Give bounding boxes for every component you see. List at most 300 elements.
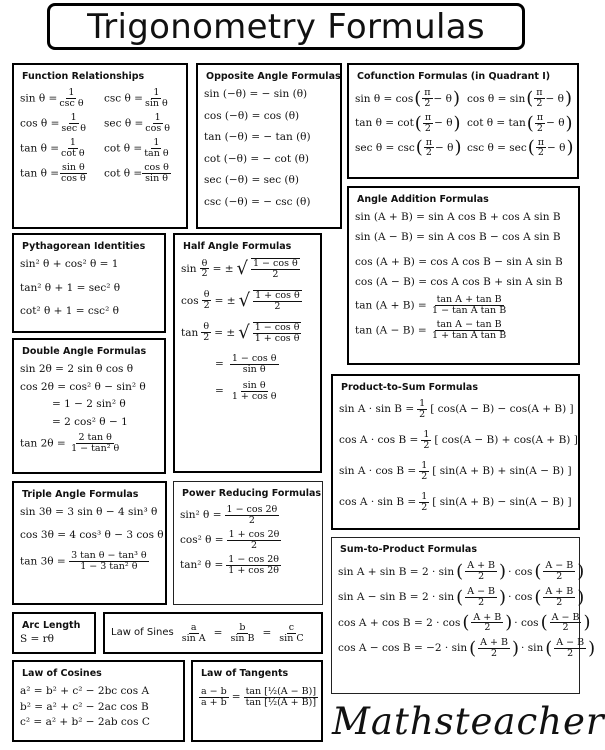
- half-angle-sin: [181, 258, 314, 280]
- half-cos-sqrt-icon: √: [238, 290, 251, 312]
- fr-lhs-4: tan θ =: [20, 142, 60, 155]
- half-tan2-fraction: [230, 354, 279, 375]
- stp-b-1-num: A + B: [545, 585, 574, 597]
- cf-lhs-5: csc θ = sec: [467, 141, 527, 154]
- half-tan2-eq: =: [215, 357, 224, 370]
- function-relationships-box: [12, 63, 188, 229]
- cf-minus-5: − θ: [547, 141, 566, 154]
- half-cos-theta-den: 2: [203, 300, 210, 312]
- half-tan3-fraction: [230, 381, 279, 402]
- pts-half-0-den: 2: [419, 408, 426, 420]
- cofunction-item: [355, 113, 467, 135]
- stp-c2-0: ): [577, 561, 585, 582]
- half-tan-root-num: 1 − cos θ: [254, 321, 300, 333]
- angle-addition-title: Angle Addition Formulas: [357, 194, 489, 205]
- tangents-den-right: tan [½(A + B)]: [245, 696, 317, 708]
- cf-pi-3-den: 2: [536, 122, 543, 134]
- half-cos-sign: = ±: [214, 294, 236, 307]
- stp-lhs-3: cos A − cos B = −2 · sin: [338, 642, 468, 655]
- tan-double-num: 2 tan θ: [78, 432, 112, 444]
- stp-o1-0: (: [456, 561, 464, 582]
- pr-1-den: 2: [250, 539, 257, 551]
- fr-7-fraction: [142, 163, 171, 184]
- cf-pi-0-fraction: [422, 88, 432, 109]
- half-cos-lhs: cos: [181, 294, 199, 307]
- half-angle-tan: [181, 322, 314, 344]
- tangents-frac-right: [244, 687, 319, 708]
- cf-pi-1-den: 2: [536, 98, 543, 110]
- double-angle-line: cos 2θ = cos² θ − sin² θ: [20, 380, 146, 393]
- pts-rhs-1: [ cos(A − B) + cos(A + B) ]: [434, 434, 578, 447]
- half-cos-root-fraction: [253, 290, 302, 312]
- function-relationships-grid: [20, 88, 180, 184]
- stp-a-3-fraction: [478, 638, 510, 659]
- fr-item: [104, 163, 188, 184]
- half-cos-root-den: 2: [274, 300, 281, 312]
- tan-triple-lhs: tan 3θ =: [20, 555, 66, 568]
- pts-half-3-den: 2: [421, 501, 428, 513]
- fr-1-num: 1: [153, 87, 160, 98]
- half-tan-sign: = ±: [214, 326, 236, 339]
- stp-a-0-num: A + B: [467, 560, 496, 572]
- pr-1-num: 1 + cos 2θ: [228, 528, 280, 540]
- law-of-cosines-line: b² = a² + c² − 2ac cos B: [20, 700, 149, 713]
- power-reducing-box: [173, 481, 323, 605]
- half-sin-sign: = ±: [212, 262, 234, 275]
- product-to-sum-item: [339, 399, 572, 420]
- pr-lhs-1: cos² θ =: [180, 534, 224, 547]
- triple-angle-line: sin 3θ = 3 sin θ − 4 sin³ θ: [20, 506, 158, 518]
- pts-half-3-fraction: [419, 492, 429, 513]
- fr-lhs-7: cot θ =: [104, 167, 143, 180]
- law-of-cosines-title: Law of Cosines: [22, 668, 102, 679]
- pts-half-1-num: 1: [423, 428, 430, 440]
- stp-fn2-0: · cos: [508, 565, 533, 578]
- stp-c1-2: ): [505, 612, 513, 634]
- product-to-sum-title: Product-to-Sum Formulas: [341, 382, 478, 393]
- cf-open-0: (: [414, 88, 422, 109]
- pythagorean-item: tan² θ + 1 = sec² θ: [20, 281, 121, 294]
- product-to-sum-item: [339, 428, 578, 451]
- cf-open-2: (: [414, 112, 422, 134]
- stp-c1-0: ): [499, 561, 507, 582]
- tan-diff-fraction: [430, 320, 508, 341]
- tan-sum-num: tan A + tan B: [436, 294, 502, 306]
- fr-item: [20, 113, 104, 134]
- stp-a-1-den: 2: [478, 596, 485, 608]
- cf-pi-2-fraction: [423, 113, 433, 134]
- pts-rhs-3: [ sin(A + B) − sin(A − B) ]: [432, 495, 572, 508]
- triple-angle-lines: [20, 506, 164, 541]
- arc-length-title: Arc Length: [22, 620, 81, 631]
- cf-lhs-3: cot θ = tan: [467, 117, 526, 130]
- sum-to-product-item: [338, 611, 591, 634]
- pts-half-1-fraction: [421, 430, 431, 451]
- cf-open-1: (: [526, 88, 534, 109]
- opposite-angle-item: tan (−θ) = − tan (θ): [204, 131, 311, 144]
- pts-half-3-num: 1: [421, 490, 428, 502]
- cf-minus-3: − θ: [546, 117, 565, 130]
- fr-lhs-0: sin θ =: [20, 92, 58, 105]
- tangents-num-right: tan [½(A − B)]: [245, 686, 317, 697]
- half-cos-theta-num: θ: [203, 289, 210, 301]
- sum-to-product-list: [338, 560, 596, 660]
- product-to-sum-item: [339, 492, 572, 513]
- half-tan2-den: sin θ: [242, 363, 266, 375]
- cf-minus-4: − θ: [435, 141, 454, 154]
- law-of-tangents-box: [191, 660, 323, 742]
- cf-pi-1-fraction: [534, 88, 544, 109]
- cf-pi-5-fraction: [536, 138, 546, 159]
- pts-lhs-1: cos A · cos B =: [339, 434, 419, 447]
- power-reducing-item: [180, 530, 316, 551]
- half-tan3-den: 1 + cos θ: [231, 390, 277, 402]
- pr-2-fraction: [226, 555, 281, 576]
- fr-6-den: cos θ: [61, 172, 86, 184]
- stp-o1-3: (: [469, 637, 477, 659]
- stp-o2-2: (: [540, 612, 548, 634]
- tan-diff-num: tan A − tan B: [436, 319, 502, 331]
- law-of-tangents-formula: [199, 687, 315, 708]
- half-angle-box: [173, 233, 322, 473]
- cf-open-3: (: [526, 112, 534, 134]
- pythagorean-list: [20, 258, 158, 318]
- function-relationships-title: Function Relationships: [22, 71, 145, 82]
- cofunction-box: [347, 63, 579, 179]
- stp-fn2-3: · sin: [521, 642, 544, 655]
- product-to-sum-list: [339, 398, 578, 513]
- pts-half-1-den: 2: [423, 439, 430, 451]
- stp-o2-3: (: [545, 637, 553, 659]
- cf-open-4: (: [415, 137, 423, 159]
- stp-b-1-den: 2: [556, 596, 563, 608]
- fr-4-num: 1: [69, 136, 76, 148]
- tan-triple-den: 1 − 3 tan² θ: [80, 561, 138, 573]
- stp-a-3-den: 2: [491, 648, 498, 660]
- fr-2-fraction: [59, 113, 88, 134]
- tan-double-fraction: [69, 433, 121, 454]
- law-of-cosines-box: [12, 660, 185, 742]
- pr-1-fraction: [227, 530, 282, 551]
- power-reducing-item: [180, 505, 316, 526]
- stp-fn2-2: · cos: [514, 616, 539, 629]
- fr-item: [104, 138, 188, 159]
- pr-0-den: 2: [248, 514, 255, 526]
- stp-a-2-fraction: [471, 613, 503, 634]
- half-tan-root-den: 1 + cos θ: [254, 332, 300, 344]
- half-tan-theta-den: 2: [203, 332, 210, 344]
- tan-sum-lhs: tan (A + B) =: [355, 299, 427, 312]
- double-angle-title: Double Angle Formulas: [22, 346, 147, 357]
- half-angle-title: Half Angle Formulas: [183, 241, 292, 252]
- law-of-sines-box: [103, 612, 323, 654]
- cf-pi-0-den: 2: [424, 98, 431, 110]
- stp-c1-1: ): [499, 586, 507, 608]
- stp-lhs-0: sin A + sin B = 2 · sin: [338, 565, 455, 578]
- fr-1-den: sin θ: [144, 97, 168, 109]
- fr-item: [104, 88, 188, 109]
- stp-a-2-num: A + B: [473, 611, 502, 623]
- cofunction-item: [467, 88, 579, 110]
- sines-c: c: [288, 621, 295, 633]
- stp-a-1-num: A − B: [467, 585, 496, 597]
- half-tan-theta-fraction: [201, 322, 211, 343]
- cf-pi-1-num: π: [536, 87, 543, 99]
- pts-half-0-num: 1: [419, 398, 426, 409]
- tangents-den-left: a + b: [201, 696, 227, 708]
- fr-3-den: cos θ: [145, 122, 170, 134]
- stp-b-0-num: A − B: [545, 560, 574, 572]
- tan-diff-formula: [355, 320, 572, 341]
- triple-angle-box: [12, 481, 167, 605]
- cf-lhs-1: cos θ = sin: [467, 92, 526, 105]
- cofunction-item: [355, 137, 467, 159]
- stp-o1-2: (: [462, 612, 470, 634]
- fr-5-num: 1: [153, 136, 160, 148]
- opposite-angle-item: csc (−θ) = − csc (θ): [204, 195, 311, 208]
- half-sin-lhs: sin: [181, 262, 197, 275]
- opposite-angle-item: cos (−θ) = cos (θ): [204, 109, 300, 122]
- cf-pi-5-den: 2: [537, 147, 544, 159]
- fr-4-fraction: [59, 138, 87, 159]
- fr-5-fraction: [142, 138, 170, 159]
- tan-double-den: 1 − tan² θ: [71, 443, 120, 455]
- cf-close-0: ): [452, 88, 461, 109]
- pythagorean-item: cot² θ + 1 = csc² θ: [20, 305, 119, 318]
- half-angle-cos: [181, 290, 314, 312]
- pts-half-0-fraction: [417, 399, 427, 420]
- stp-b-2-fraction: [550, 613, 582, 634]
- stp-b-1-fraction: [543, 587, 575, 608]
- stp-b-0-fraction: [543, 561, 575, 582]
- half-sin-root-den: 2: [272, 268, 279, 280]
- double-angle-line: sin 2θ = 2 sin θ cos θ: [20, 363, 134, 375]
- pts-half-2-fraction: [419, 461, 429, 482]
- law-of-cosines-lines: [20, 685, 177, 729]
- cf-pi-4-num: π: [425, 136, 433, 148]
- fr-0-den: csc θ: [59, 97, 84, 109]
- sines-eq-1: =: [213, 626, 223, 639]
- cf-lhs-4: sec θ = csc: [355, 141, 415, 154]
- double-angle-line: = 1 − 2 sin² θ: [52, 398, 126, 411]
- half-tan-sqrt-icon: √: [238, 322, 250, 344]
- cf-minus-0: − θ: [433, 92, 452, 105]
- half-angle-formulas: [181, 258, 314, 402]
- pr-0-fraction: [225, 505, 280, 526]
- half-tan-root-fraction: [253, 322, 302, 344]
- pythagorean-title: Pythagorean Identities: [22, 241, 146, 252]
- stp-a-1-fraction: [465, 587, 497, 608]
- opposite-angle-box: [196, 63, 342, 229]
- fr-5-den: tan θ: [144, 147, 169, 159]
- pts-lhs-0: sin A · sin B =: [339, 403, 415, 416]
- half-cos-root-num: 1 + cos θ: [255, 289, 300, 301]
- stp-c2-2: ): [583, 612, 591, 634]
- stp-o2-0: (: [534, 561, 542, 582]
- fr-2-den: sec θ: [61, 122, 86, 134]
- opposite-angle-item: cot (−θ) = − cot (θ): [204, 152, 309, 165]
- pr-2-den: 1 + cos 2θ: [228, 564, 279, 576]
- angle-addition-line: sin (A + B) = sin A cos B + cos A sin B: [355, 211, 561, 223]
- angle-addition-line: cos (A − B) = cos A cos B + sin A sin B: [355, 275, 563, 288]
- cofunction-title: Cofunction Formulas (in Quadrant I): [357, 71, 551, 82]
- power-reducing-list: [180, 505, 316, 576]
- fr-1-fraction: [143, 88, 170, 109]
- cofunction-item: [467, 113, 579, 135]
- cf-close-1: ): [564, 88, 573, 109]
- half-angle-tan3: [215, 381, 314, 402]
- tan-sum-formula: [355, 295, 572, 316]
- tan-triple-num: 3 tan θ − tan³ θ: [71, 550, 147, 562]
- stp-lhs-1: sin A − sin B = 2 · sin: [338, 591, 455, 604]
- law-of-cosines-line: a² = b² + c² − 2bc cos A: [20, 685, 150, 697]
- cf-pi-4-den: 2: [425, 147, 432, 159]
- fr-6-fraction: [59, 163, 88, 184]
- pr-2-num: 1 − cos 2θ: [228, 553, 279, 565]
- opposite-angle-title: Opposite Angle Formulas: [206, 71, 341, 82]
- sum-to-product-box: [331, 537, 596, 694]
- fr-item: [20, 163, 104, 184]
- half-angle-tan2: [215, 354, 314, 375]
- sines-frac-a: [180, 623, 208, 644]
- stp-a-2-den: 2: [484, 622, 491, 634]
- cf-pi-3-num: π: [536, 111, 544, 123]
- half-sin-theta-fraction: [200, 259, 210, 280]
- cofunction-item: [467, 137, 579, 159]
- triple-angle-line: cos 3θ = 4 cos³ θ − 3 cos θ: [20, 528, 164, 541]
- cf-pi-2-num: π: [424, 111, 432, 123]
- sines-frac-c: [277, 623, 305, 644]
- stp-b-0-den: 2: [556, 571, 563, 583]
- pts-rhs-0: [ cos(A − B) − cos(A + B) ]: [430, 403, 574, 416]
- angle-addition-line: sin (A − B) = sin A cos B − cos A sin B: [355, 230, 561, 243]
- sines-sin-b: sin B: [230, 632, 255, 644]
- fr-lhs-2: cos θ =: [20, 117, 60, 130]
- fr-3-num: 1: [154, 111, 161, 123]
- tangents-eq: =: [231, 691, 241, 704]
- stp-c2-3: ): [588, 637, 596, 659]
- fr-lhs-1: csc θ =: [104, 92, 143, 105]
- cf-pi-2-den: 2: [424, 122, 431, 134]
- cf-close-5: ): [566, 137, 574, 159]
- cf-close-3: ): [565, 112, 573, 134]
- pts-lhs-3: cos A · sin B =: [339, 495, 417, 508]
- tan-diff-den: 1 + tan A tan B: [432, 330, 507, 342]
- tan-double-lhs: tan 2θ =: [20, 437, 66, 450]
- half-tan-lhs: tan: [181, 326, 199, 339]
- double-angle-box: [12, 338, 166, 474]
- stp-a-0-den: 2: [478, 571, 485, 583]
- product-to-sum-item: [339, 461, 572, 482]
- page-title: Trigonometry Formulas: [47, 3, 525, 50]
- cf-lhs-2: tan θ = cot: [355, 117, 414, 130]
- half-sin-sqrt-icon: √: [236, 258, 248, 280]
- fr-item: [104, 113, 188, 134]
- tan-sum-fraction: [430, 295, 508, 316]
- fr-lhs-6: tan θ =: [20, 167, 60, 180]
- power-reducing-item: [180, 555, 316, 576]
- law-of-sines-title: Law of Sines: [111, 627, 174, 638]
- pr-0-num: 1 − cos 2θ: [226, 504, 278, 515]
- law-of-tangents-title: Law of Tangents: [201, 668, 289, 679]
- sines-eq-2: =: [262, 626, 272, 639]
- pr-lhs-2: tan² θ =: [180, 559, 224, 572]
- double-angle-lines: [20, 363, 158, 428]
- pts-half-2-num: 1: [421, 459, 428, 471]
- cf-open-5: (: [527, 137, 535, 159]
- angle-addition-lines: [355, 211, 572, 288]
- cf-pi-4-fraction: [424, 138, 434, 159]
- half-tan2-num: 1 − cos θ: [231, 352, 277, 364]
- fr-3-fraction: [143, 113, 172, 134]
- stp-c2-1: ): [577, 586, 585, 608]
- stp-fn2-1: · cos: [508, 591, 533, 604]
- cofunction-item: [355, 88, 467, 110]
- opposite-angle-item: sec (−θ) = sec (θ): [204, 174, 299, 187]
- sines-b: b: [239, 621, 246, 633]
- tan-sum-den: 1 − tan A tan B: [432, 305, 507, 317]
- triple-angle-title: Triple Angle Formulas: [22, 489, 139, 500]
- pythagorean-item: sin² θ + cos² θ = 1: [20, 258, 119, 270]
- sum-to-product-item: [338, 560, 585, 583]
- cf-close-2: ): [453, 112, 461, 134]
- stp-b-3-den: 2: [567, 648, 574, 660]
- cf-minus-2: − θ: [434, 117, 453, 130]
- stp-b-3-num: A − B: [556, 637, 585, 649]
- signature: Mathsteacher: [332, 700, 605, 743]
- fr-2-num: 1: [70, 111, 77, 123]
- fr-7-den: sin θ: [145, 172, 168, 184]
- sines-sin-a: sin A: [181, 632, 206, 644]
- stp-a-0-fraction: [465, 561, 497, 582]
- cofunction-grid: [355, 87, 574, 159]
- sines-sin-c: sin C: [279, 632, 304, 644]
- pts-half-2-den: 2: [421, 470, 428, 482]
- cf-lhs-0: sin θ = cos: [355, 92, 414, 105]
- fr-0-num: 1: [68, 87, 75, 98]
- tangents-num-left: a − b: [201, 686, 227, 697]
- fr-7-num: cos θ: [144, 161, 169, 173]
- stp-a-3-num: A + B: [480, 637, 508, 649]
- half-sin-root-fraction: [251, 258, 300, 280]
- half-tan3-eq: =: [215, 384, 224, 397]
- half-sin-theta-num: θ: [201, 257, 208, 269]
- arc-length-box: [12, 612, 96, 654]
- pts-rhs-2: [ sin(A + B) + sin(A − B) ]: [432, 465, 572, 478]
- sum-to-product-item: [338, 637, 596, 660]
- sines-a: a: [190, 621, 197, 633]
- stp-b-2-num: A − B: [551, 611, 580, 623]
- pts-lhs-2: sin A · cos B =: [339, 465, 417, 478]
- fr-item: [20, 88, 104, 109]
- fr-4-den: cot θ: [61, 147, 85, 159]
- sum-to-product-title: Sum-to-Product Formulas: [340, 544, 477, 555]
- opposite-angle-item: sin (−θ) = − sin (θ): [204, 88, 308, 100]
- half-tan3-num: sin θ: [242, 379, 266, 391]
- angle-addition-box: [347, 186, 580, 365]
- cf-pi-3-fraction: [535, 113, 545, 134]
- law-of-cosines-line: c² = a² + b² − 2ab cos C: [20, 716, 150, 729]
- sum-to-product-item: [338, 585, 585, 609]
- half-sin-root-num: 1 − cos θ: [252, 258, 298, 269]
- pr-lhs-0: sin² θ =: [180, 509, 222, 522]
- sines-frac-b: [228, 623, 256, 644]
- double-angle-line: = 2 cos² θ − 1: [52, 415, 128, 428]
- tangents-frac-left: [199, 687, 229, 708]
- product-to-sum-box: [331, 374, 580, 530]
- fr-0-fraction: [57, 88, 85, 109]
- stp-c1-3: ): [511, 637, 520, 659]
